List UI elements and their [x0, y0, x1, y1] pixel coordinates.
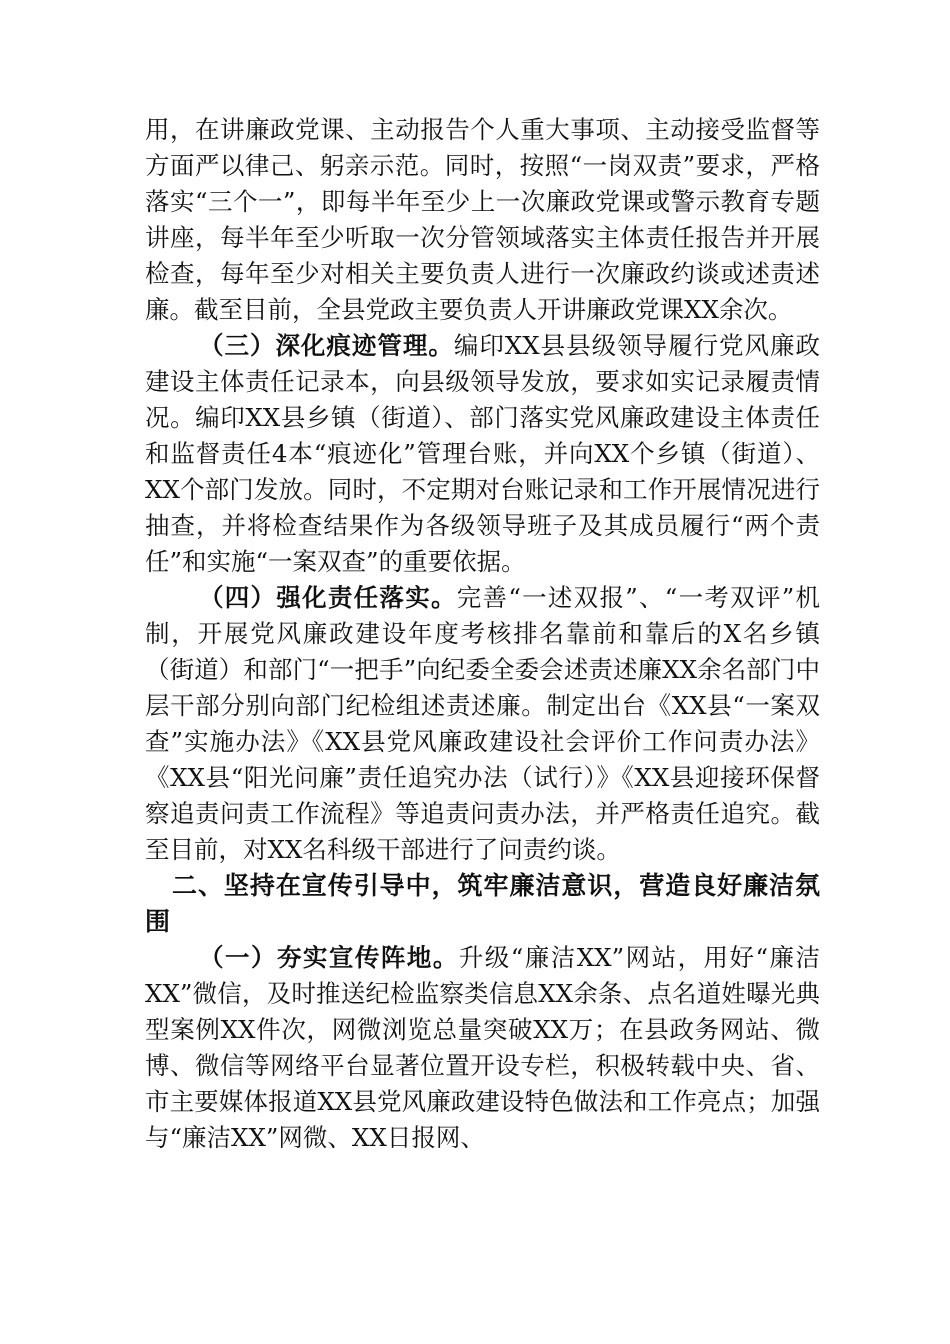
paragraph-body: 编印XX县县级领导履行党风廉政建设主体责任记录本，向县级领导发放，要求如实记录履责情况。编印XX县乡镇（街道）、部门落实党风廉政建设主体责任和监督责任4本“痕迹化”管理台账，并向XX个乡镇（街道）、XX个部门发放。同时，不定期对台账记录和工作开展情况进行抽查，并将检查结果作为各级领导班子及其成员履行“两个责任”和实施“一案双查”的重要依据。: [145, 331, 821, 576]
paragraph-continuation: 用，在讲廉政党课、主动报告个人重大事项、主动接受监督等方面严以律己、躬亲示范。同时，按照“一岗双责”要求，严格落实“三个一”，即每半年至少上一次廉政党课或警示教育专题讲座，每半年至少听取一次分管领域落实主体责任报告并开展检查，每年至少对相关主要负责人进行一次廉政约谈或述责述廉。截至目前，全县党政主要负责人开讲廉政党课XX余次。: [145, 115, 820, 324]
document-page: [145, 112, 820, 1156]
paragraph-lead: （一）夯实宣传阵地。: [199, 943, 459, 972]
paragraph-publicity: [145, 940, 820, 1156]
paragraph-responsibility: [145, 580, 820, 868]
paragraph-trace-management: [145, 328, 820, 580]
paragraph-lead: （三）深化痕迹管理。: [199, 331, 454, 360]
paragraph-lead: （四）强化责任落实。: [199, 583, 457, 612]
paragraph-body: 完善“一述双报”、“一考双评”机制，开展党风廉政建设年度考核排名靠前和靠后的X名乡镇（街道）和部门“一把手”向纪委全委会述责述廉XX余名部门中层干部分别向部门纪检组述责述廉。制定出台《XX县“一案双查”实施办法》《XX县党风廉政建设社会评价工作问责办法》《XX县“阳光问廉”责任追究办法（试行）》《XX县迎接环保督察追责问责工作流程》等追责问责办法，并严格责任追究。截至目前，对XX名科级干部进行了问责约谈。: [145, 583, 821, 864]
paragraph-body: 升级“廉洁XX”网站，用好“廉洁XX”微信，及时推送纪检监察类信息XX余条、点名道姓曝光典型案例XX件次，网微浏览总量突破XX万；在县政务网站、微博、微信等网络平台显著位置开设专栏，积极转载中央、省、市主要媒体报道XX县党风廉政建设特色做法和工作亮点；加强与“廉洁XX”网微、XX日报网、: [145, 943, 820, 1152]
section-heading: 二、坚持在宣传引导中，筑牢廉洁意识，营造良好廉洁氛围: [145, 871, 820, 936]
